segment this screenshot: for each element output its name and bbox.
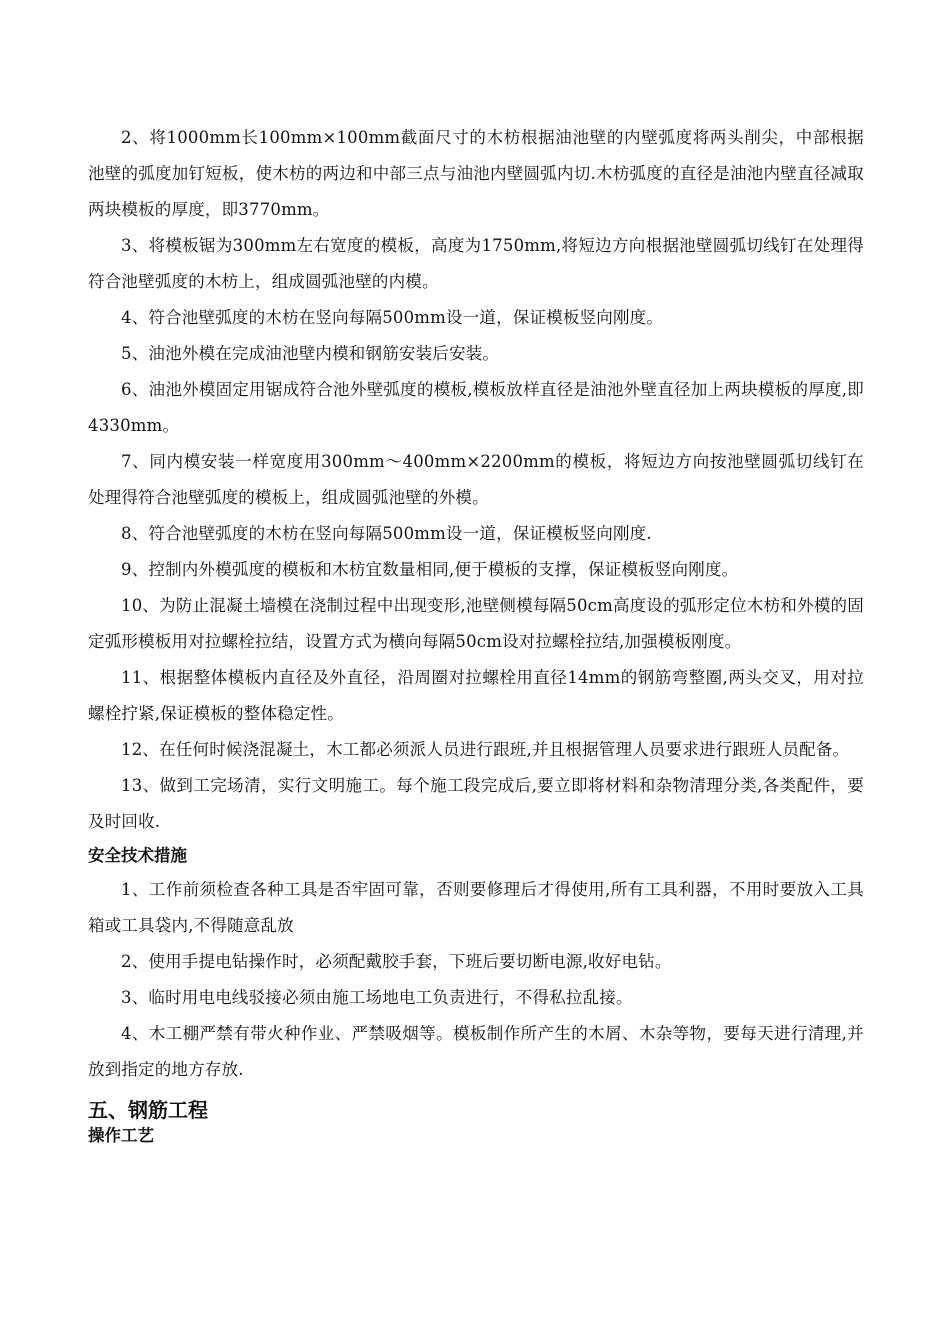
document-page bbox=[88, 120, 864, 1148]
formwork-step-2: 2、将1000mm长100mm×100mm截面尺寸的木枋根据油池壁的内壁弧度将两头削尖，中部根据池壁的弧度加钉短板，使木枋的两边和中部三点与油池内壁圆弧内切.木枋弧度的直径是油池内壁直径减取两块模板的厚度，即3770mm。 bbox=[88, 128, 864, 219]
formwork-step-13: 13、做到工完场清，实行文明施工。每个施工段完成后,要立即将材料和杂物清理分类,各类配件，要及时回收. bbox=[88, 776, 864, 831]
safety-step-2: 2、使用手提电钻操作时，必须配戴胶手套，下班后要切断电源,收好电钻。 bbox=[121, 952, 672, 971]
formwork-step-3: 3、将模板锯为300mm左右宽度的模板，高度为1750mm,将短边方向根据池壁圆弧切线钉在处理得符合池壁弧度的木枋上，组成圆弧池壁的内模。 bbox=[88, 236, 864, 291]
formwork-step-6: 6、油池外模固定用锯成符合池外壁弧度的模板,模板放样直径是油池外壁直径加上两块模板的厚度,即4330mm。 bbox=[88, 380, 864, 435]
safety-heading: 安全技术措施 bbox=[88, 846, 187, 865]
formwork-step-7: 7、同内模安装一样宽度用300mm～400mm×2200mm的模板，将短边方向按池壁圆弧切线钉在处理得符合池壁弧度的模板上，组成圆弧池壁的外模。 bbox=[88, 452, 864, 507]
formwork-step-11: 11、根据整体模板内直径及外直径，沿周圈对拉螺栓用直径14mm的钢筋弯整圈,两头交叉，用对拉螺栓拧紧,保证模板的整体稳定性。 bbox=[88, 668, 864, 723]
chapter-title: 五、钢筋工程 bbox=[88, 1098, 208, 1122]
formwork-step-12: 12、在任何时候浇混凝土，木工都必须派人员进行跟班,并且根据管理人员要求进行跟班人员配备。 bbox=[121, 740, 850, 759]
formwork-step-9: 9、控制内外模弧度的模板和木枋宜数量相同,便于模板的支撑，保证模板竖向刚度。 bbox=[121, 560, 739, 579]
safety-step-4: 4、木工棚严禁有带火种作业、严禁吸烟等。模板制作所产生的木屑、木杂等物，要每天进行清理,并放到指定的地方存放. bbox=[88, 1024, 864, 1079]
formwork-step-10: 10、为防止混凝土墙模在浇制过程中出现变形,池壁侧模每隔50cm高度设的弧形定位木枋和外模的固定弧形模板用对拉螺栓拉结，设置方式为横向每隔50cm设对拉螺栓拉结,加强模板刚度。 bbox=[88, 596, 864, 651]
formwork-step-5: 5、油池外模在完成油池壁内模和钢筋安装后安装。 bbox=[121, 344, 500, 363]
safety-step-3: 3、临时用电电线驳接必须由施工场地电工负责进行，不得私拉乱接。 bbox=[121, 988, 633, 1007]
formwork-step-8: 8、符合池壁弧度的木枋在竖向每隔500mm设一道，保证模板竖向刚度. bbox=[121, 524, 652, 543]
safety-step-1: 1、工作前须检查各种工具是否牢固可靠，否则要修理后才得使用,所有工具利器，不用时要放入工具箱或工具袋内,不得随意乱放 bbox=[88, 880, 864, 935]
formwork-step-4: 4、符合池壁弧度的木枋在竖向每隔500mm设一道，保证模板竖向刚度。 bbox=[121, 308, 664, 327]
operation-heading: 操作工艺 bbox=[88, 1126, 154, 1145]
